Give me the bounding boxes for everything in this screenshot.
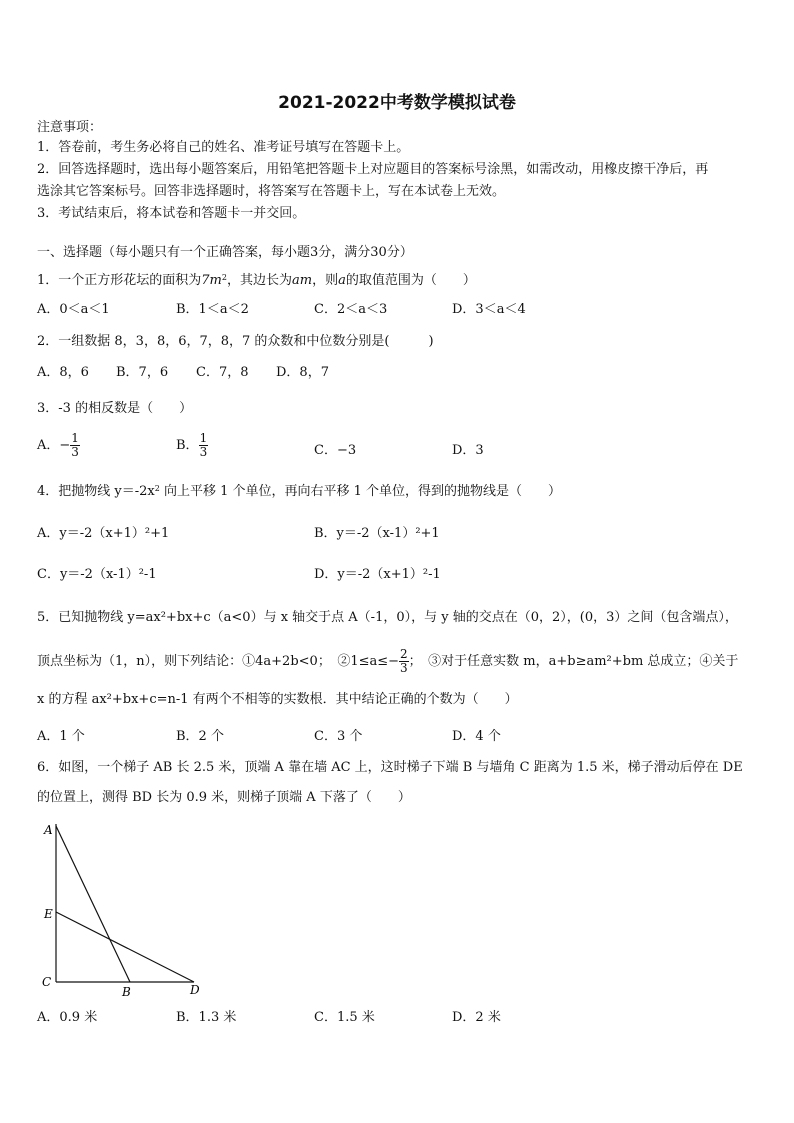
notice-heading: 注意事项： (37, 120, 103, 135)
question-4-option-c: C．y＝-2（x-1）²-1 (37, 567, 157, 582)
question-2-option-a: A．8，6 (37, 365, 89, 380)
question-4-option-d: D．y＝-2（x+1）²-1 (314, 567, 441, 582)
question-2-option-c: C．7，8 (196, 365, 249, 380)
page-title: 2021-2022中考数学模拟试卷 (278, 93, 516, 113)
question-5-option-c: C．3 个 (314, 729, 363, 744)
question-6-stem-line-2: 的位置上，测得 BD 长为 0.9 米，则梯子顶端 A 下落了（ ） (37, 790, 411, 805)
question-3-option-d: D．3 (452, 443, 484, 458)
notice-item: 2．回答选择题时，选出每小题答案后，用铅笔把答题卡上对应题目的答案标号涂黑，如需改动，用橡皮擦干净后，再 (37, 162, 709, 177)
label-a: A (44, 823, 53, 837)
ladder-figure (36, 820, 216, 1000)
question-3-option-c: C．−3 (314, 443, 357, 458)
question-2-option-b: B．7，6 (116, 365, 169, 380)
question-6-option-c: C．1.5 米 (314, 1010, 375, 1025)
label-d: D (190, 983, 200, 997)
question-2-option-d: D．8，7 (276, 365, 329, 380)
section-heading: 一、选择题（每小题只有一个正确答案，每小题3分，满分30分） (37, 245, 413, 260)
notice-item: 1．答卷前，考生务必将自己的姓名、准考证号填写在答题卡上。 (37, 140, 410, 155)
question-6-option-b: B．1.3 米 (176, 1010, 237, 1025)
question-6-option-a: A．0.9 米 (37, 1010, 98, 1025)
question-4-option-a: A．y＝-2（x+1）²+1 (37, 526, 170, 541)
question-6-option-d: D．2 米 (452, 1010, 501, 1025)
question-5-stem-line-1: 5．已知抛物线 y=ax²+bx+c（a<0）与 x 轴交于点 A（-1，0），与 y 轴的交点在（0，2），(0，3）之间（包含端点）， (37, 610, 738, 625)
label-b: B (122, 985, 131, 999)
question-2-stem: 2．一组数据 8，3，8，6，7，8，7 的众数和中位数分别是( ) (37, 334, 434, 349)
question-4-stem: 4．把抛物线 $y=-2x^2$ 向上平移 1 个单位，再向右平移 1 个单位，得到的抛物线是（ ） (37, 484, 562, 499)
question-5-option-d: D．4 个 (452, 729, 501, 744)
question-1-option-a: A．0＜a＜1 (37, 302, 110, 317)
ladder-ab (56, 826, 130, 982)
label-c: C (42, 975, 52, 989)
question-4-option-b: B．y＝-2（x-1）²+1 (314, 526, 440, 541)
question-1-option-d: D．3＜a＜4 (452, 302, 526, 317)
question-3-stem: 3．-3 的相反数是（ ） (37, 401, 193, 416)
question-3-option-a: A．− $\frac{1}{3}$ (37, 431, 79, 459)
question-6-stem-line-1: 6．如图，一个梯子 AB 长 2.5 米，顶端 A 靠在墙 AC 上，这时梯子下端 B 与墙角 C 距离为 1.5 米，梯子滑动后停在 DE (37, 760, 743, 775)
question-5-stem-line-2: 顶点坐标为（1，n），则下列结论：①4a+2b<0； ②1≤a≤− $\frac{2}{3}$ ； ③对于任意实数 m，a+b≥am²+bm 总成立；④关于 (37, 647, 739, 675)
question-5-option-a: A．1 个 (37, 729, 85, 744)
question-1-stem: 1．一个正方形花坛的面积为$7m^2$，其边长为am，则a的取值范围为（ ） (37, 273, 476, 288)
label-e: E (44, 907, 53, 921)
question-1-option-c: C．2＜a＜3 (314, 302, 388, 317)
question-3-option-b: B． $\frac{1}{3}$ (176, 431, 208, 459)
notice-item: 选涂其它答案标号。回答非选择题时，将答案写在答题卡上，写在本试卷上无效。 (37, 184, 506, 199)
question-5-stem-line-3: x 的方程 ax²+bx+c=n-1 有两个不相等的实数根．其中结论正确的个数为（ ） (37, 692, 518, 707)
notice-item: 3．考试结束后，将本试卷和答题卡一并交回。 (37, 206, 306, 221)
question-5-option-b: B．2 个 (176, 729, 224, 744)
question-1-option-b: B．1＜a＜2 (176, 302, 249, 317)
